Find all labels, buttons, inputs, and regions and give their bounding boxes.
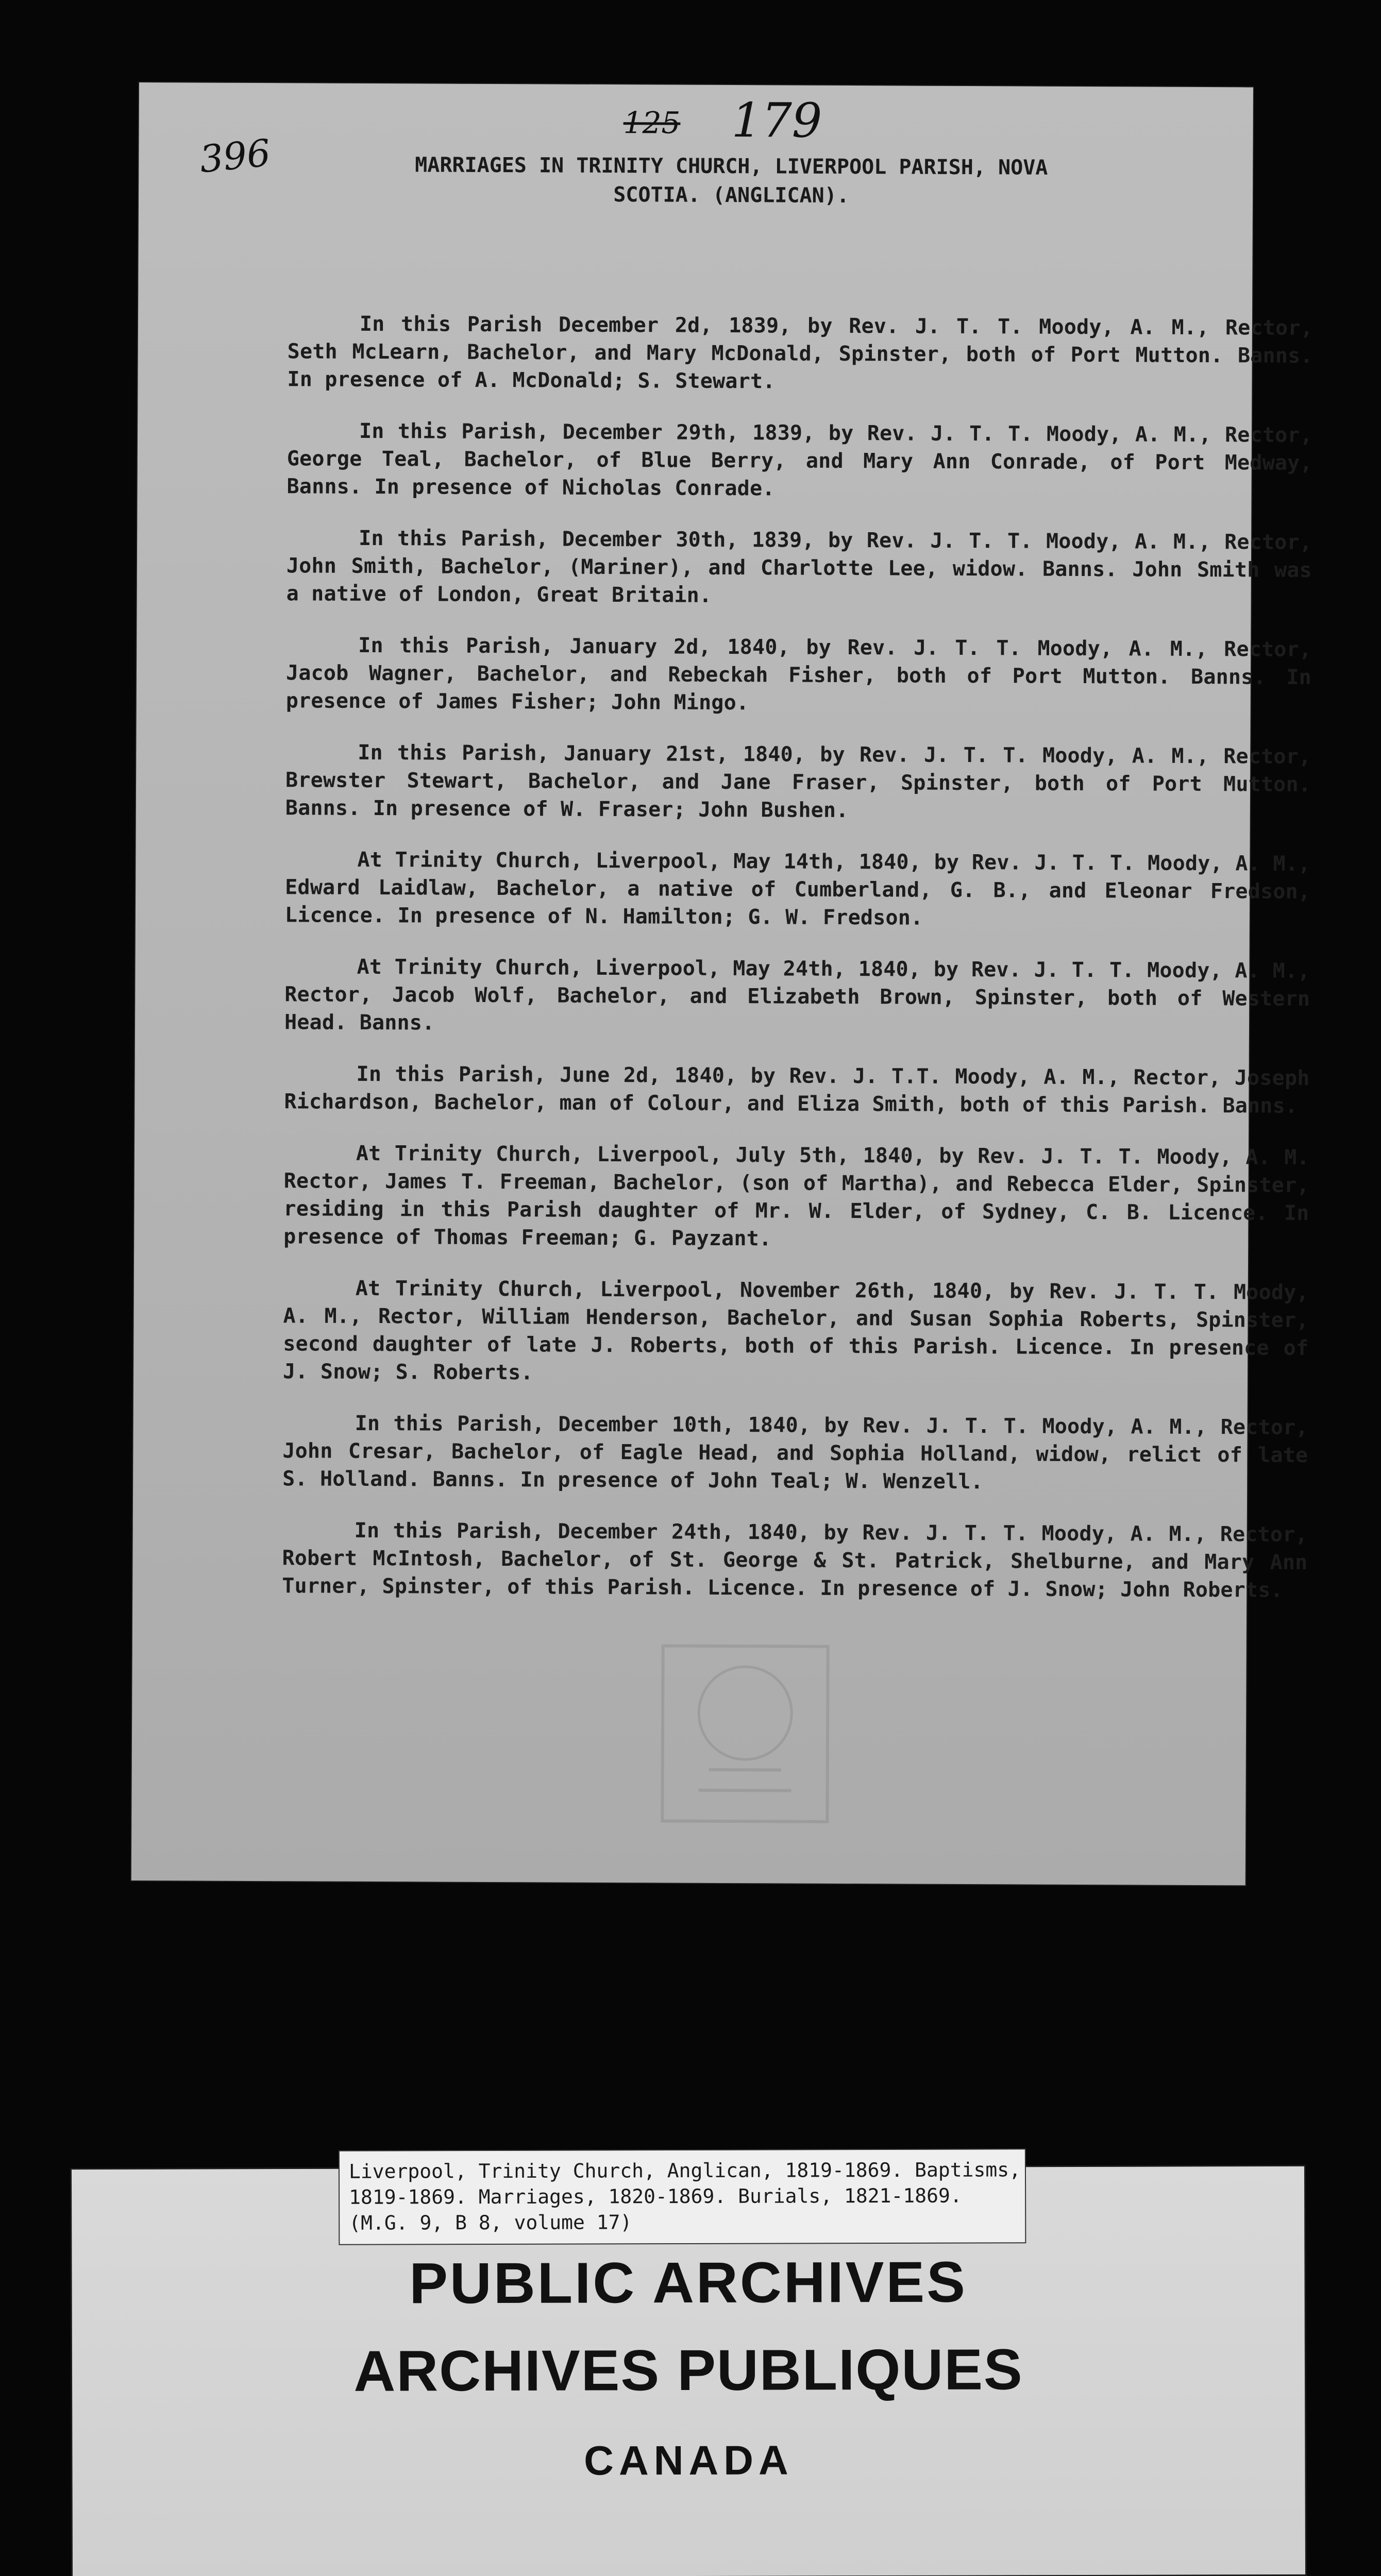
marriage-entry: In this Parish, January 2d, 1840, by Rev. J. T. T. Moody, A. M., Rector, Jacob Wagner, Bachelor, and Rebeckah Fisher, both of Port Mutton. Banns. In presence of James Fisher; John Mingo.	[285, 633, 1312, 715]
marriage-entry: In this Parish December 2d, 1839, by Rev. J. T. T. Moody, A. M., Rector, Seth McLearn, Bachelor, and Mary McDonald, Spinster, both of Port Mutton. Banns. In presence of A. McDonald; S. Stewart.	[287, 312, 1313, 394]
archives-heading-english: PUBLIC ARCHIVES	[409, 2249, 968, 2316]
archives-heading-french: ARCHIVES PUBLIQUES	[353, 2337, 1023, 2403]
marriage-entry: In this Parish, June 2d, 1840, by Rev. J. T.T. Moody, A. M., Rector, Joseph Richardson, Bachelor, man of Colour, and Eliza Smith, both of this Parish. Banns.	[284, 1062, 1310, 1118]
marriage-entry: In this Parish, December 29th, 1839, by Rev. J. T. T. Moody, A. M., Rector, George Teal, Bachelor, of Blue Berry, and Mary Ann Conrade, of Port Medway, Banns. In presence of Nicholas Conrade.	[287, 419, 1313, 501]
marriage-entry: At Trinity Church, Liverpool, July 5th, 1840, by Rev. J. T. T. Moody, A. M. Rector, James T. Freeman, Bachelor, (son of Martha), and Rebecca Elder, Spinster, residing in this Parish daughter of Mr. W. Elder, of Sydney, C. B. Licence. In presence of Thomas Freeman; G. Payzant.	[283, 1141, 1310, 1251]
archive-target-card	[72, 2158, 1305, 2576]
archives-country: CANADA	[584, 2437, 794, 2484]
faded-watermark-stamp	[652, 1635, 838, 1832]
marriage-entry: In this Parish, December 10th, 1840, by Rev. J. T. T. Moody, A. M., Rector, John Cresar, Bachelor, of Eagle Head, and Sophia Holland, widow, relict of late S. Holland. Banns. In presence of John Teal; W. Wenzell.	[282, 1411, 1308, 1494]
marriage-entry: In this Parish, January 21st, 1840, by Rev. J. T. T. Moody, A. M., Rector, Brewster Stewart, Bachelor, and Jane Fraser, Spinster, both of Port Mutton. Banns. In presence of W. Fraser; John Bushen.	[285, 740, 1311, 823]
register-page	[131, 82, 1313, 1885]
marriage-entry: In this Parish, December 30th, 1839, by Rev. J. T. T. Moody, A. M., Rector, John Smith, Bachelor, (Mariner), and Charlotte Lee, widow. Banns. John Smith was a native of London, Great Britain.	[286, 526, 1312, 607]
marriage-entries	[282, 310, 1313, 1628]
page-title: MARRIAGES IN TRINITY CHURCH, LIVERPOOL PARISH, NOVA SCOTIA. (ANGLICAN).	[415, 153, 1048, 208]
handwritten-page-number: 179	[731, 93, 822, 148]
marriage-entry: At Trinity Church, Liverpool, May 14th, 1840, by Rev. J. T. T. Moody, A. M., Edward Laidlaw, Bachelor, a native of Cumberland, G. B., and Eleonar Fredson, Licence. In presence of N. Hamilton; G. W. Fredson.	[284, 848, 1311, 930]
marriage-entry: At Trinity Church, Liverpool, November 26th, 1840, by Rev. J. T. T. Moody, A. M., Rector, William Henderson, Bachelor, and Susan Sophia Roberts, Spinster, second daughter of late J. Roberts, both of this Parish. Licence. In presence of J. Snow; S. Roberts.	[282, 1276, 1309, 1385]
handwritten-old-page-number: 125	[623, 105, 681, 141]
collection-label-line: (M.G. 9, B 8, volume 17)	[349, 2211, 632, 2234]
marriage-entry: In this Parish, December 24th, 1840, by Rev. J. T. T. Moody, A. M., Rector, Robert McIntosh, Bachelor, of St. George & St. Patrick, Shelburne, and Mary Ann Turner, Spinster, of this Parish. Licence. In presence of J. Snow; John Roberts.	[282, 1518, 1308, 1602]
handwritten-folio-number: 396	[197, 131, 273, 181]
collection-label-line: 1819-1869. Marriages, 1820-1869. Burials, 1821-1869.	[349, 2184, 962, 2209]
marriage-entry: At Trinity Church, Liverpool, May 24th, 1840, by Rev. J. T. T. Moody, A. M., Rector, Jacob Wolf, Bachelor, and Elizabeth Brown, Spinster, both of Western Head. Banns.	[284, 955, 1310, 1035]
collection-label	[340, 2149, 1025, 2244]
collection-label-line: Liverpool, Trinity Church, Anglican, 1819-1869. Baptisms,	[348, 2158, 1021, 2183]
